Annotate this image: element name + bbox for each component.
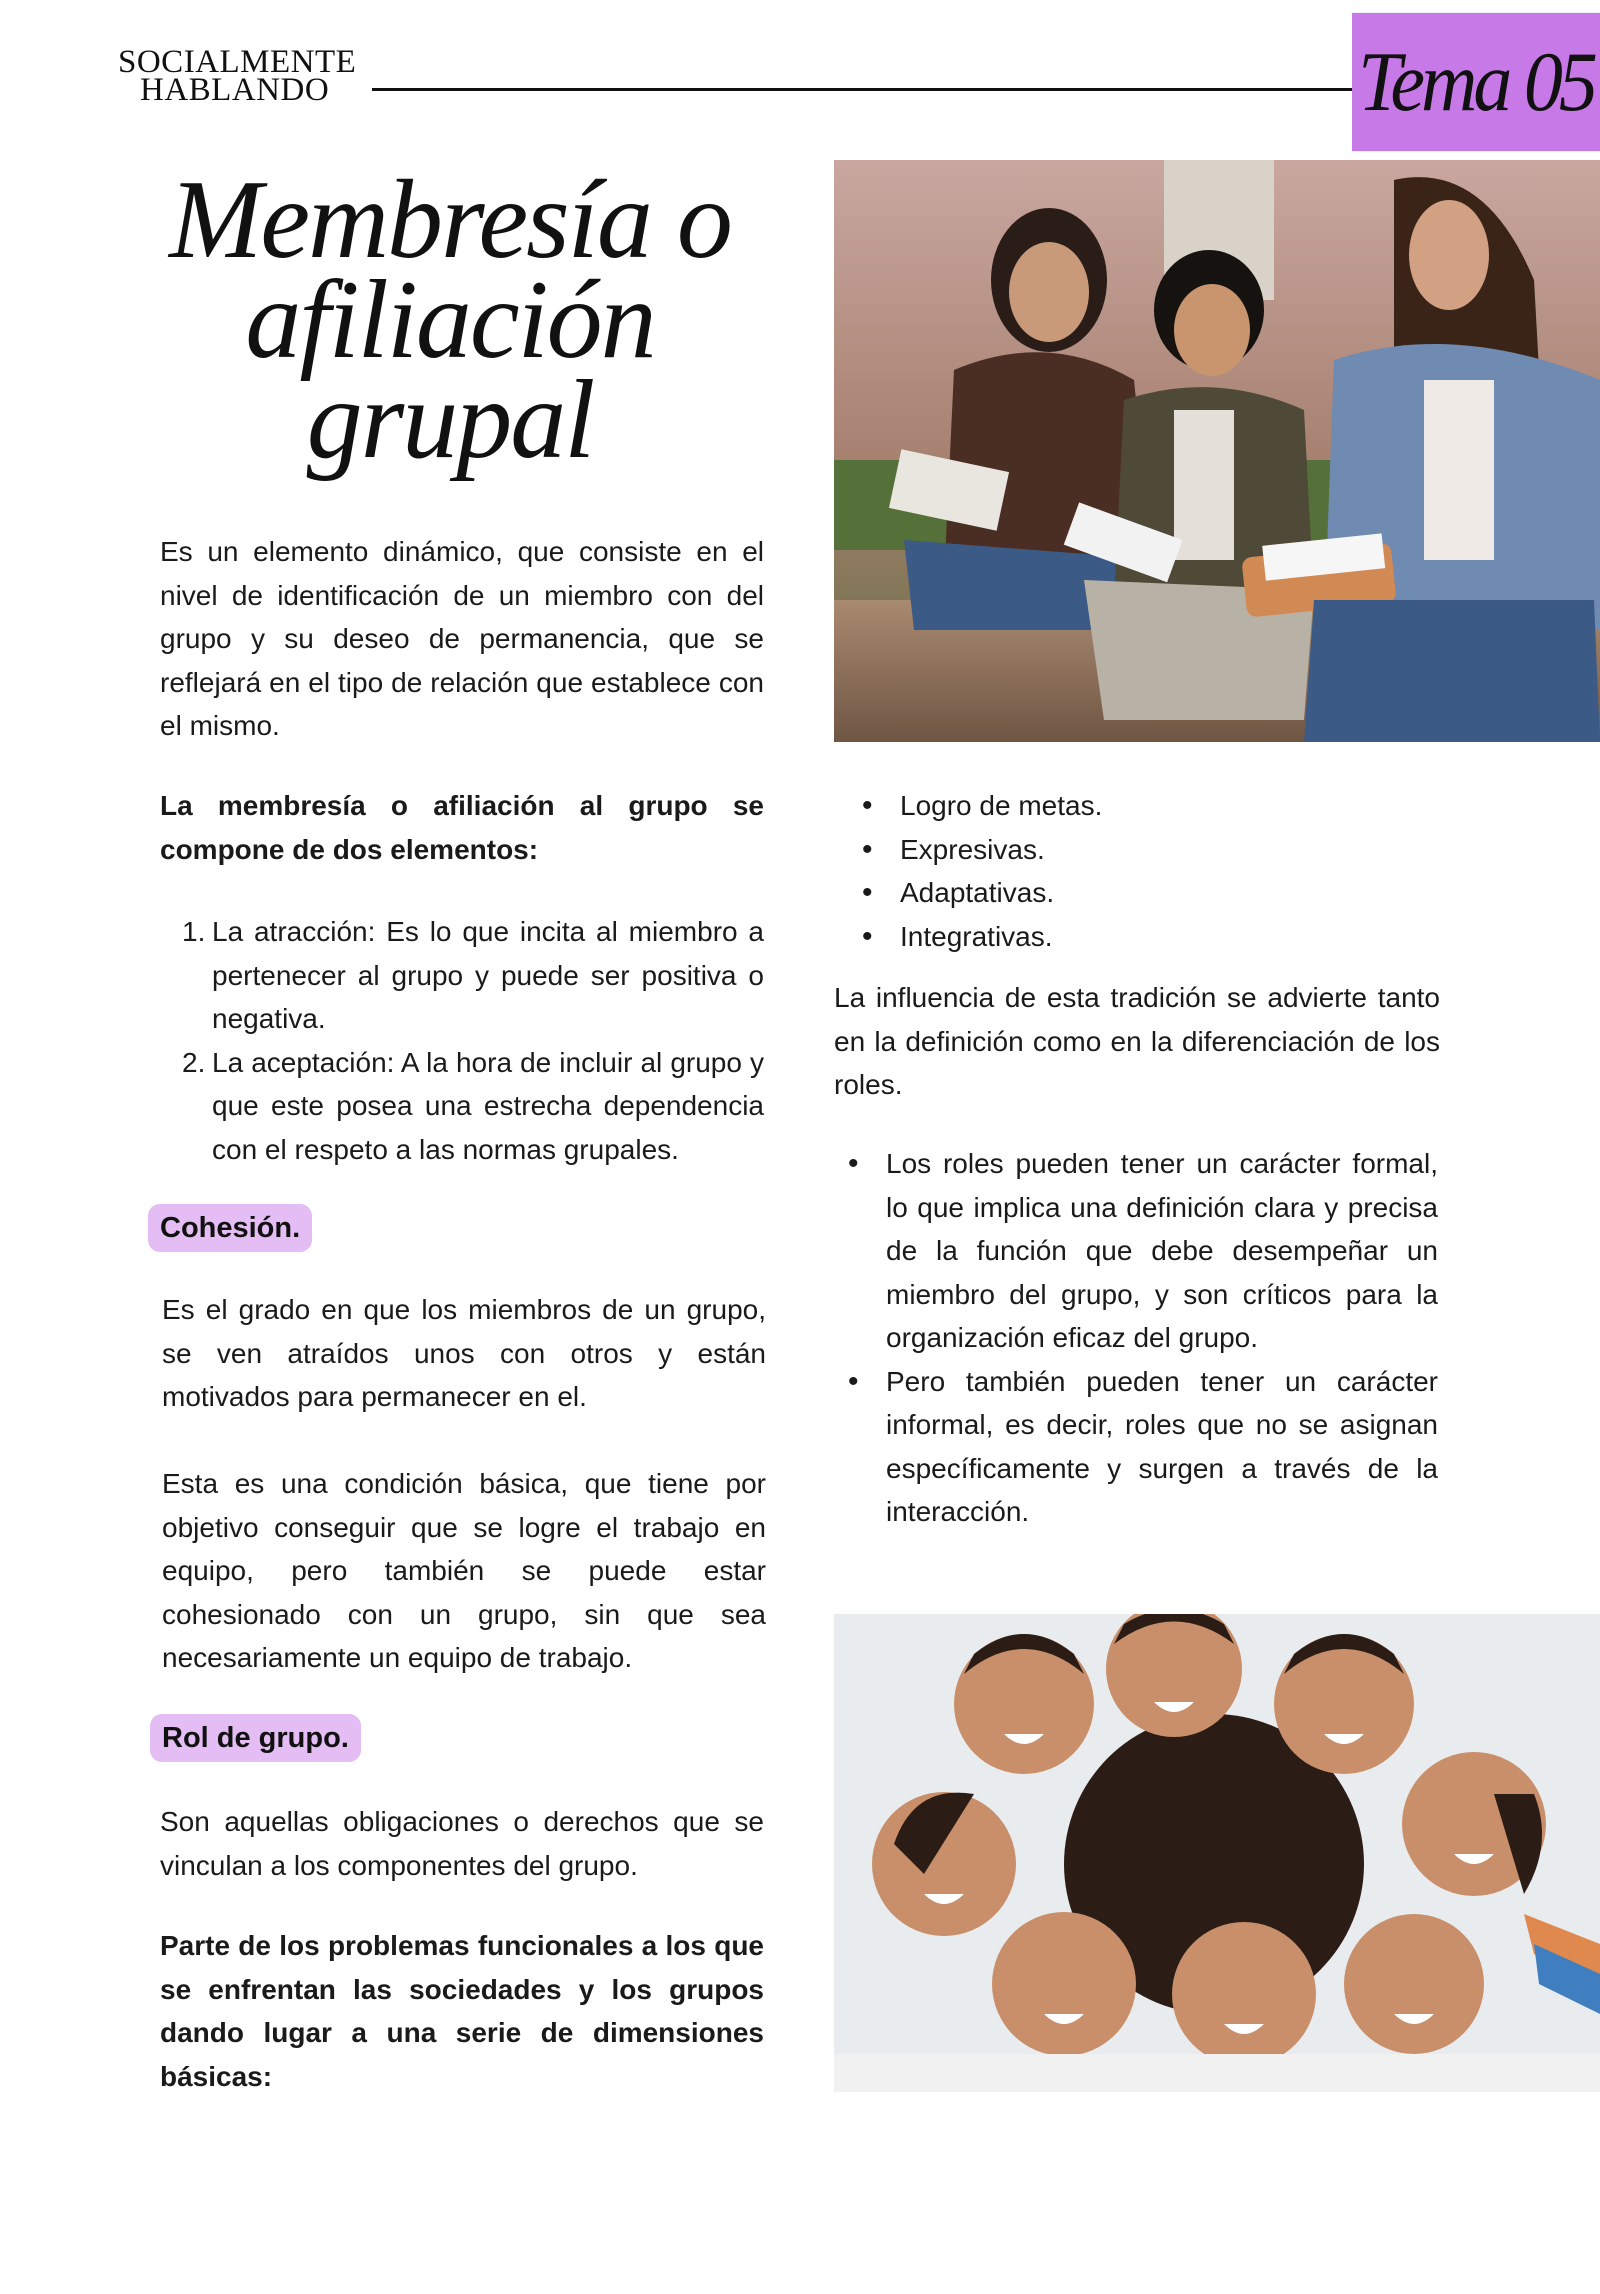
list-item: • Adaptativas. (848, 871, 1468, 915)
list-item: • Expresivas. (848, 828, 1468, 872)
tema-badge: Tema 05 (1352, 13, 1600, 151)
group-circle-photo (834, 1614, 1600, 2092)
title-line-2: afiliación (245, 258, 655, 382)
list-number: 2. (182, 1046, 206, 1078)
title-line-3: grupal (306, 358, 594, 482)
list-item: • Integrativas. (848, 915, 1468, 959)
page-title (160, 158, 740, 482)
rol-paragraph-1: Son aquellas obligaciones o derechos que se vinculan a los componentes del grupo. (160, 1806, 764, 1881)
brand-line-2: HABLANDO (140, 72, 330, 108)
list-text: La aceptación: A la hora de incluir al grupo y que este posea una estrecha dependencia con el respeto a las normas grupales. (212, 1046, 764, 1165)
students-photo (834, 160, 1600, 742)
rol-label: Rol de grupo. (150, 1714, 361, 1762)
list-item (160, 910, 764, 1041)
brand-line-1: SOCIALMENTE (118, 44, 357, 80)
list-item (160, 1041, 764, 1172)
cohesion-paragraph-1: Es el grado en que los miembros de un grupo, se ven atraídos unos con otros y están motivados para permanecer en el. (162, 1294, 766, 1412)
list-number: 1. (182, 916, 206, 947)
influence-paragraph: La influencia de esta tradición se advierte tanto en la definición como en la diferenciación de los roles. (834, 982, 1440, 1100)
dimensions-list (848, 784, 1468, 958)
rol-paragraph-2: Parte de los problemas funcionales a los que se enfrentan las sociedades y los grupos dando lugar a una serie de dimensiones básicas: (160, 1930, 764, 2092)
header-rule (372, 88, 1352, 91)
list-item: • Pero también pueden tener un carácter informal, es decir, roles que no se asignan específicamente y surgen a través de la interacción. (834, 1360, 1438, 1534)
elements-heading: La membresía o afiliación al grupo se compone de dos elementos: (160, 790, 764, 865)
list-text: La atracción: Es lo que incita al miembro a pertenecer al grupo y puede ser positiva o negativa. (212, 916, 764, 1034)
list-item: • Logro de metas. (848, 784, 1468, 828)
intro-paragraph: Es un elemento dinámico, que consiste en el nivel de identificación de un miembro con del grupo y su deseo de permanencia, que se reflejará en el tipo de relación que establece con el mismo. (160, 536, 764, 741)
cohesion-label: Cohesión. (148, 1204, 312, 1252)
cohesion-paragraph-2: Esta es una condición básica, que tiene por objetivo conseguir que se logre el trabajo en equipo, pero también se puede estar cohesionado con un grupo, sin que sea necesariamente un equipo de trabajo. (162, 1468, 766, 1673)
elements-list (160, 910, 764, 1171)
roles-list (834, 1142, 1438, 1534)
brand-logo (118, 44, 357, 108)
title-line-1: Membresía o (169, 158, 731, 282)
list-item: • Los roles pueden tener un carácter formal, lo que implica una definición clara y precisa de la función que debe desempeñar un miembro del grupo, y son críticos para la organización eficaz del grupo. (834, 1142, 1438, 1360)
